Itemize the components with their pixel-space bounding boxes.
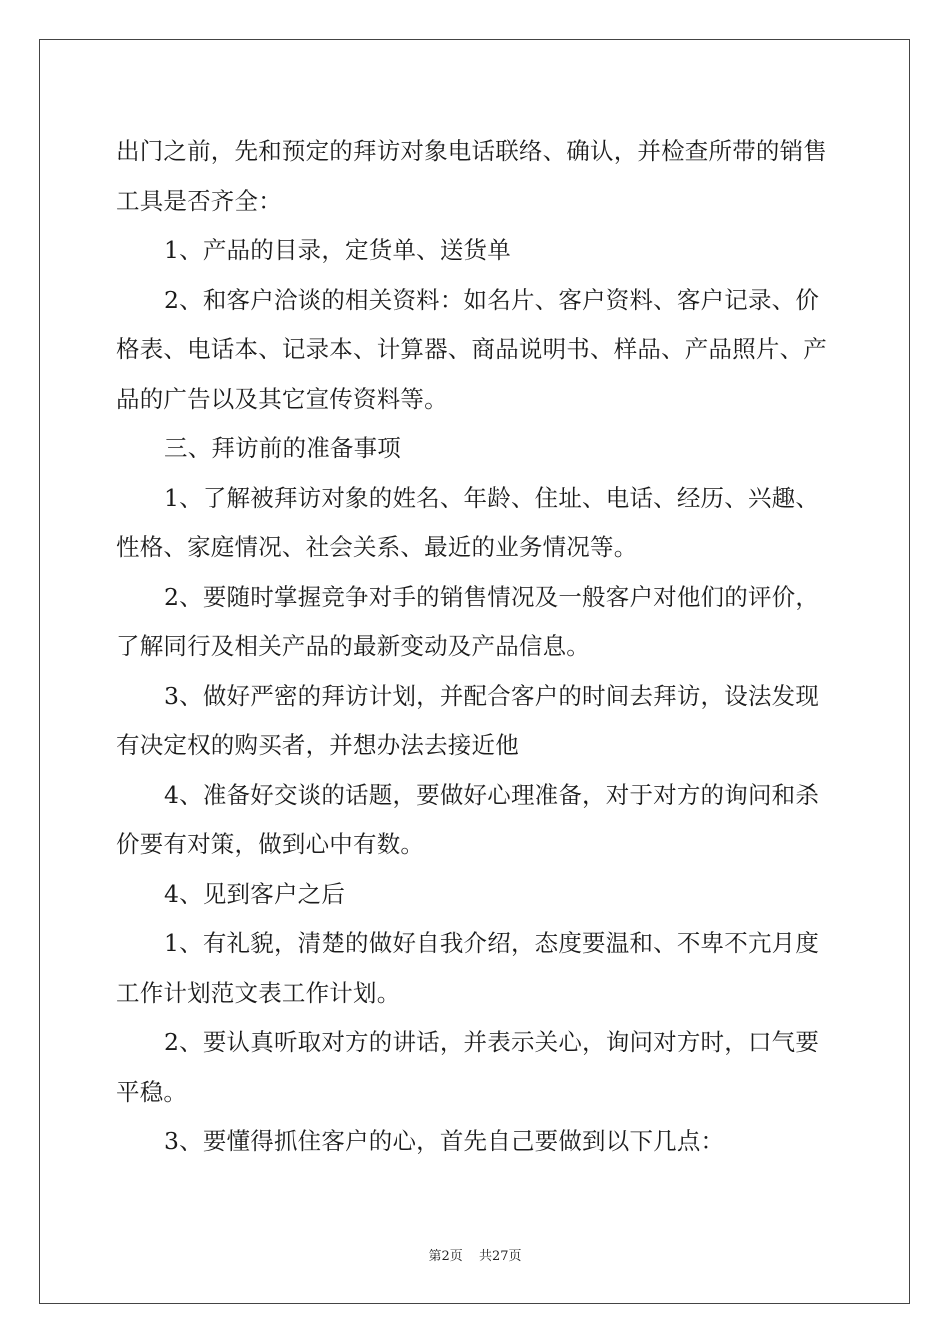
text-line: 工作计划范文表工作计划。 xyxy=(116,978,401,1007)
text-line: 性格、家庭情况、社会关系、最近的业务情况等。 xyxy=(116,533,638,561)
text-line: 品的广告以及其它宣传资料等。 xyxy=(116,384,448,413)
text-line: 2、和客户洽谈的相关资料：如名片、客户资料、客户记录、价 xyxy=(164,285,820,314)
text-line: 平稳。 xyxy=(116,1077,188,1106)
text-line: 出门之前，先和预定的拜访对象电话联络、确认，并检查所带的销售 xyxy=(116,137,827,165)
text-line: 4、准备好交谈的话题，要做好心理准备，对于对方的询问和杀 xyxy=(164,780,820,809)
page-number: 第2页 xyxy=(428,1249,463,1264)
text-line: 工具是否齐全： xyxy=(116,186,282,215)
text-line: 2、要认真听取对方的讲话，并表示关心，询问对方时，口气要 xyxy=(164,1028,820,1056)
text-line: 3、要懂得抓住客户的心，首先自己要做到以下几点： xyxy=(164,1127,725,1155)
text-line: 1、产品的目录，定货单、送货单 xyxy=(164,236,511,264)
text-line: 格表、电话本、记录本、计算器、商品说明书、样品、产品照片、产 xyxy=(116,335,827,363)
text-line: 有决定权的购买者，并想办法去接近他 xyxy=(116,731,519,759)
text-line: 3、做好严密的拜访计划，并配合客户的时间去拜访，设法发现 xyxy=(164,681,820,710)
section-heading: 三、拜访前的准备事项 xyxy=(164,434,401,462)
text-line: 1、有礼貌，清楚的做好自我介绍，态度要温和、不卑不亢月度 xyxy=(164,929,820,957)
document-body xyxy=(116,127,836,1167)
text-line: 价要有对策，做到心中有数。 xyxy=(116,830,425,858)
text-line: 1、了解被拜访对象的姓名、年龄、住址、电话、经历、兴趣、 xyxy=(164,483,820,512)
page-total: 共27页 xyxy=(478,1249,522,1264)
page-footer xyxy=(0,1245,950,1264)
text-line: 2、要随时掌握竞争对手的销售情况及一般客户对他们的评价， xyxy=(164,582,820,611)
text-line: 了解同行及相关产品的最新变动及产品信息。 xyxy=(116,632,590,660)
section-heading: 4、见到客户之后 xyxy=(164,879,346,908)
